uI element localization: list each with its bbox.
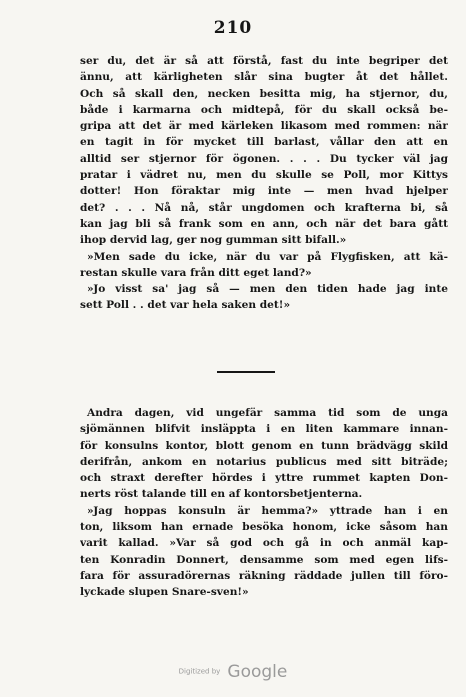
text-line: Andra dagen, vid ungefär samma tid som de unga (87, 407, 448, 419)
text-line: lyckade slupen Snare-sven!» (80, 586, 249, 599)
text-line: ihop dervid lag, ger nog gumman sitt bifall.» (80, 234, 347, 247)
text-line: »Jag hoppas konsuln är hemma?» yttrade han i en (87, 504, 448, 517)
text-line: ser du, det är så att förstå, fast du inte begriper det (80, 55, 448, 67)
digitized-label: Digitized by (178, 667, 221, 676)
text-line: »Men sade du icke, när du var på Flygfisken, att kä- (87, 250, 448, 263)
text-line: sett Poll . . det var hela saken det!» (80, 299, 291, 312)
text-line: både i karmarna och midtepå, för du skall också be- (80, 103, 448, 116)
top-text-block (80, 53, 448, 314)
text-line: pratar i vädret nu, men du skulle se Poll, mor Kittys (80, 169, 448, 182)
text-line: derifrån, ankom en notarius publicus med sitt biträde; (80, 455, 448, 468)
text-line: nerts röst talande till en af kontorsbetjenterna. (80, 488, 363, 501)
text-line: och straxt derefter hördes i yttre rummet kapten Don- (80, 472, 448, 485)
text-line: alltid ser stjernor för ögonen. . . . Du tycker väl jag (80, 152, 448, 165)
digitized-watermark (0, 661, 466, 682)
page-number: 210 (213, 18, 253, 38)
text-line: det? . . . Nå nå, står ungdomen och krafterna bi, så (80, 201, 448, 214)
text-line: ton, liksom han ernade besöka honom, icke såsom han (80, 521, 448, 534)
google-logo: Google (227, 661, 288, 682)
text-line: en tagit in för mycket till barlast, vållar den att en (80, 136, 448, 149)
text-line: ten Konradin Donnert, densamme som med egen lifs- (80, 553, 448, 566)
text-line: kan jag bli så frank som en ann, och när det bara gått (80, 217, 448, 230)
text-line: gripa att det är med kärleken likasom med rommen: när (80, 120, 448, 133)
text-line: dotter! Hon föraktar mig inte — men hvad hjelper (80, 185, 448, 198)
text-line: varit kallad. »Var så god och gå in och anmäl kap- (80, 537, 448, 550)
text-line: ännu, att kärligheten slår sina bugter åt det hållet. (80, 71, 448, 84)
text-line: för konsulns kontor, blott genom en tunn brädvägg skild (80, 439, 448, 452)
section-divider (217, 371, 275, 373)
text-line: »Jo visst sa' jag så — men den tiden hade jag inte (87, 283, 448, 296)
bottom-text-block (80, 405, 448, 601)
text-line: sjömännen blifvit insläppta i en liten kammare innan- (80, 423, 448, 436)
text-line: restan skulle vara från ditt eget land?» (80, 266, 312, 279)
text-line: Och så skall den, necken besitta mig, ha stjernor, du, (80, 87, 448, 100)
text-line: fara för assuradörernas räkning räddade jullen till förо- (80, 569, 448, 582)
